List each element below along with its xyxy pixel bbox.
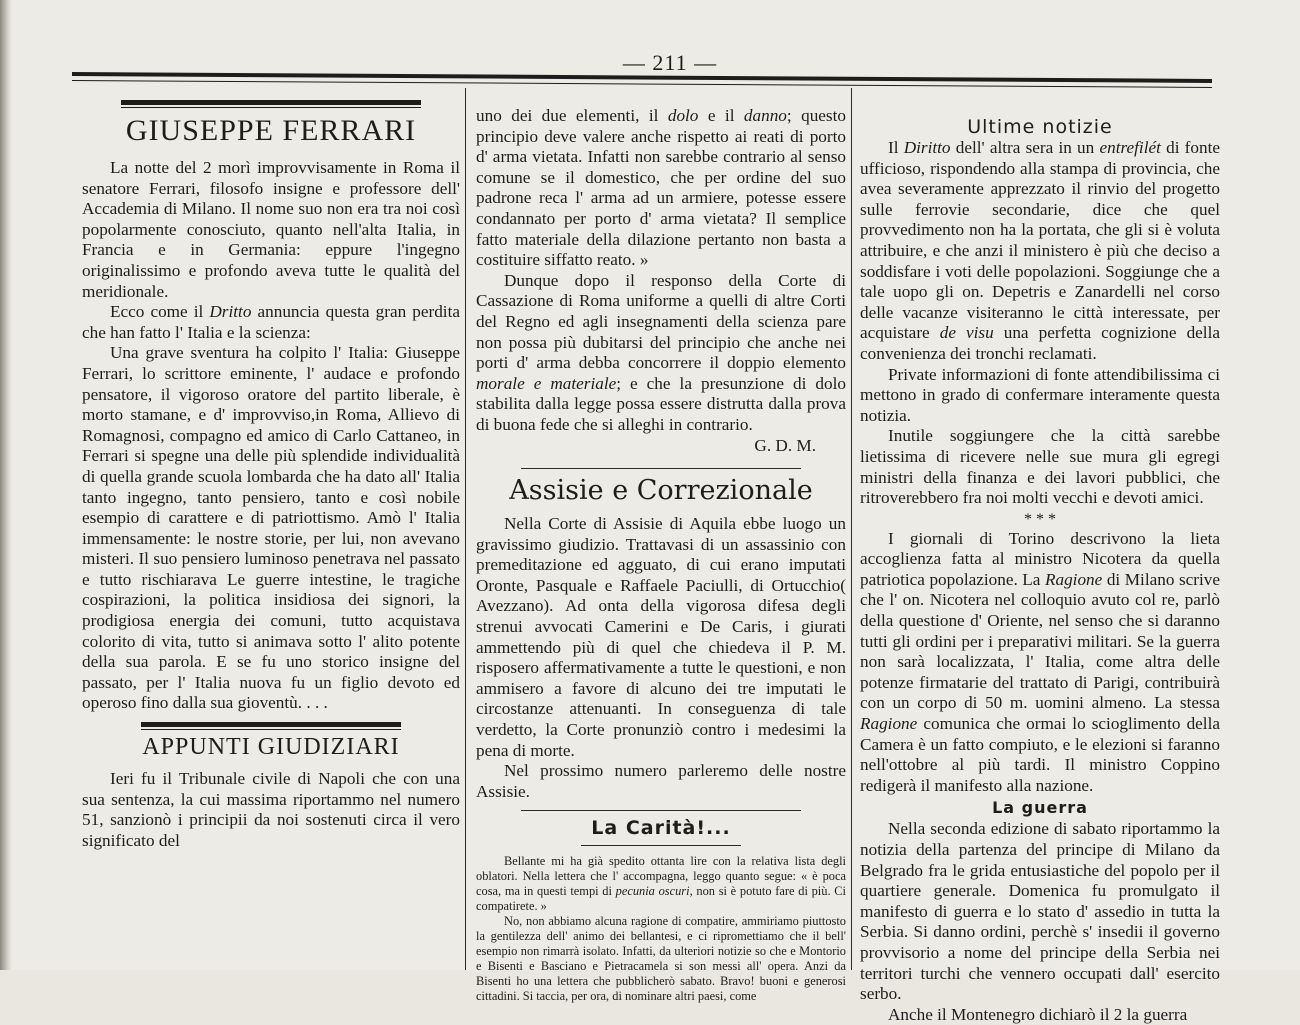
cont-text: ; questo principio deve valere anche rispetto ai reati di porto d' arma vietata. Infatti non sarebbe contrario al senso comune se il domestico, che per ordine del suo padrone reca l' arma ad un armiere, potesse essere condannato per porto d' arma vietata? Il semplice fatto materiale della dilazione pertanto non basta a costituire siffatto reato. » bbox=[476, 106, 846, 270]
ferrari-quote: Una grave sventura ha colpito l' Italia: Giuseppe Ferrari, lo scrittore eminente, l' audace e profondo pensatore, il vigoroso oratore del partito liberale, è morto stamane, e d' improvviso,in Roma, Allievo di Romagnosi, compagno ed amico di Carlo Cattaneo, in Ferrari si spegne una delle più splendide individualità di quella grande scuola lombarda che ha dato all' Italia tanto ingegno, tanto pensiero, tanto e così nobile esempio di carattere e di patriottismo. Amò l' Italia immensamente: le nostre storie, per lui, non avevano misteri. Il suo pensiero luminoso penetrava nel passato e tutto rischiarava Le guerre intestine, le tragiche cospirazioni, la politica insidiosa dei signori, la prodigiosa energia dei comuni, tutto acquistava colorito di vita, tutto si animava sotto l' alito potente della sua parola. E se fu uno storico insigne del passato, per l' Italia nuova fu un figlio devoto ed operoso fino dalla sua gioventù. . . . bbox=[82, 343, 460, 713]
carita-paragraph-2: No, non abbiamo alcuna ragione di compatire, ammiriamo piuttosto la gentilezza dell' animo dei bellantesi, e ci ripromettiamo che il bell' esempio non rimarrà isolato. Infatti, da ulteriori notizie so che e Montorio e Bisenti e Basciano e Pietracamela si son messi all' opera. Anzi da Bisenti ho una lettera che pubblicherò sabato. Bravo! buoni e generosi cittadini. Si taccia, per ora, di nominare altri paesi, come bbox=[476, 914, 846, 1004]
article-title-ferrari: GIUSEPPE FERRARI bbox=[125, 114, 417, 147]
title-rule-thin bbox=[121, 107, 421, 108]
title-rule-thick bbox=[121, 100, 421, 105]
p1-text: Il bbox=[888, 138, 904, 157]
intro-newspaper-name: Dritto bbox=[209, 302, 252, 322]
p4-italic: Ragione bbox=[860, 714, 918, 734]
ultime-paragraph-3: Inutile soggiungere che la città sarebbe lietissima di ricevere nelle sue mura gli egregi ministri della finanza e dei lavori pubblici, che ritroverebbero fra noi molti vecchi e devoti amici. bbox=[860, 426, 1220, 508]
article-title-carita: La Carità!... bbox=[591, 817, 731, 840]
column-divider-2 bbox=[851, 88, 852, 970]
ferrari-intro bbox=[82, 302, 460, 343]
carita-paragraph bbox=[476, 854, 846, 914]
appunti-paragraph: Ieri fu il Tribunale civile di Napoli che con una sua sentenza, la cui massima riportammo nel numero 51, sanzionò i principii da noi sostenuti circa il vero significato del bbox=[82, 769, 460, 850]
ultime-paragraph-1 bbox=[860, 138, 1220, 365]
prossimo-paragraph: Nel prossimo numero parleremo delle nostre Assisie. bbox=[476, 761, 846, 801]
title-underline bbox=[581, 845, 741, 846]
dunque-italic: morale e materiale bbox=[476, 373, 617, 393]
p1-text: dell' altra sera in un bbox=[950, 138, 1100, 157]
p1-text: di fonte ufficioso, rispondendo alla stampa di provincia, che avea severamente apprezzato il rinvio del progetto sulle ferrovie secondarie, dice che quel provvedimento non ha la portata, che gli si è voluta attribuire, e che anzi il ministero è più che deciso a soddisfare i voti delle popolazioni. Soggiunge che a tale uopo gli on. Depetris e Zanardelli nel corso delle vacanze visiteranno le città interessate, per acquistare bbox=[860, 138, 1220, 343]
article-title-appunti: APPUNTI GIUDIZIARI bbox=[142, 734, 400, 761]
section-rule-thick bbox=[141, 722, 401, 727]
section-rule bbox=[521, 810, 801, 811]
article-title-la-guerra: La guerra bbox=[992, 798, 1088, 818]
page-binding-shadow bbox=[0, 0, 12, 970]
carita-text: Bellante mi ha già spedito ottanta lire con la relativa lista degli oblatori. Nella lettera che l' accompagna, leggo quanto segue: « è poca cosa, ma in questi tempi di bbox=[476, 854, 846, 899]
section-separator-stars: * * * bbox=[1024, 510, 1056, 528]
section-rule bbox=[521, 468, 801, 469]
p4-text: di Milano scrive che l' on. Nicotera nel colloquio avuto col re, parlò della questione d' Oriente, nel senso che si daranno tutti gli ordini per i preparativi militari. Se la guerra non sarà localizzata, l' Italia, come altra delle potenze firmatarie del trattato di Parigi, contribuirà con un corpo di 50 m. uomini almeno. La stessa bbox=[860, 569, 1221, 713]
carita-text: , non si è potuto fare di più. Ci compatirete. » bbox=[476, 884, 846, 914]
column-divider-1 bbox=[465, 88, 466, 970]
continuation-paragraph bbox=[476, 106, 846, 271]
dunque-paragraph bbox=[476, 271, 846, 436]
cont-italic: dolo bbox=[667, 106, 699, 125]
column-2 bbox=[476, 88, 846, 1004]
article-title-assisie: Assisie e Correzionale bbox=[509, 475, 813, 507]
carita-italic: pecunia oscuri bbox=[615, 884, 690, 899]
p1-italic: de visu bbox=[939, 323, 994, 343]
dunque-text: ; e che la presunzione di dolo stabilita dalla legge possa essere distrutta dalla prova di buona fede che si alleghi in contrario. bbox=[476, 373, 846, 434]
article-title-ultime-notizie: Ultime notizie bbox=[967, 116, 1113, 138]
page-number: — 211 — bbox=[622, 50, 718, 75]
p4-text: comunica che ormai lo scioglimento della Camera è un fatto compiuto, e le elezioni si faranno nell'ottobre al più tardi. Il ministro Coppino redigerà il manifesto alla nazione. bbox=[860, 714, 1220, 795]
ultime-paragraph-4 bbox=[860, 529, 1220, 797]
dunque-text: Dunque dopo il responso della Corte di Cassazione di Roma uniforme a quelli di altre Corti del Regno ed agli insegnamenti della scienza pare non possa più dubitarsi del principio che anche nei porti d' arma debba concorrere il doppio elemento bbox=[476, 270, 846, 373]
column-1 bbox=[82, 88, 460, 970]
article-signature: G. D. M. bbox=[754, 435, 816, 455]
cont-text: uno dei due elementi, il bbox=[476, 106, 668, 125]
p1-italic: entrefilét bbox=[1099, 138, 1161, 157]
p1-text: una perfetta cognizione della convenienza dei tronchi reclamati. bbox=[860, 323, 1220, 363]
cont-italic: danno bbox=[743, 106, 787, 125]
ferrari-paragraph: La notte del 2 morì improvvisamente in Roma il senatore Ferrari, filosofo insigne e professore dell' Accademia di Milano. Il nome suo non era tra noi così popolarmente conosciuto, quanto nell'alta Italia, in Francia e in Germania: eppure l'ingegno originalissimo e profondo aveva tutte le qualità del meridionale. bbox=[82, 158, 460, 301]
intro-text: annuncia questa gran perdita che han fatto l' Italia e la scienza: bbox=[82, 302, 460, 342]
guerra-paragraph: Nella seconda edizione di sabato riportammo la notizia della partenza del principe di Milano da Belgrado fra le grida entusiastiche del popolo per il quartiere generale. Domenica fu promulgato il manifesto di guerra e lo stato d' assedio in tutta la Serbia. Si danno ordini, perchè s' insedii il governo provvisorio a nome del principe della Serbia nei territori turchi che vennero occupati dall' esercito serbo. bbox=[860, 819, 1220, 1004]
p1-italic: Diritto bbox=[903, 138, 951, 157]
section-rule-thin bbox=[141, 729, 401, 730]
p4-text: I giornali di Torino descrivono la lieta accoglienza fatta al ministro Nicotera da quella patriotica popolazione. La bbox=[860, 528, 1220, 589]
p4-italic: Ragione bbox=[1045, 569, 1103, 589]
montenegro-paragraph: Anche il Montenegro dichiarò il 2 la guerra bbox=[888, 1004, 1188, 1024]
column-3 bbox=[860, 88, 1221, 1024]
assisie-paragraph: Nella Corte di Assisie di Aquila ebbe luogo un gravissimo giudizio. Trattavasi di un assassinio con premeditazione ed agguato, di cui erano imputati Oronte, Pasquale e Raffaele Paciulli, di Ortucchio( Avezzano). Ad onta della vigorosa difesa degli strenui avvocati Camerini e De Caris, i giurati ammettendo più di quel che chiedeva il P. M. risposero affermativamente a tutte le questioni, e non ammisero a favore di alcuno dei tre imputati le circostanze attenuanti. In conseguenza di tale verdetto, la Corte pronunziò contro i medesimi la pena di morte. bbox=[476, 514, 846, 760]
intro-text: Ecco come il bbox=[110, 302, 210, 322]
ultime-paragraph-2: Private informazioni di fonte attendibilissima ci mettono in grado di confermare interamente questa notizia. bbox=[860, 364, 1220, 425]
cont-text: e il bbox=[698, 106, 744, 125]
